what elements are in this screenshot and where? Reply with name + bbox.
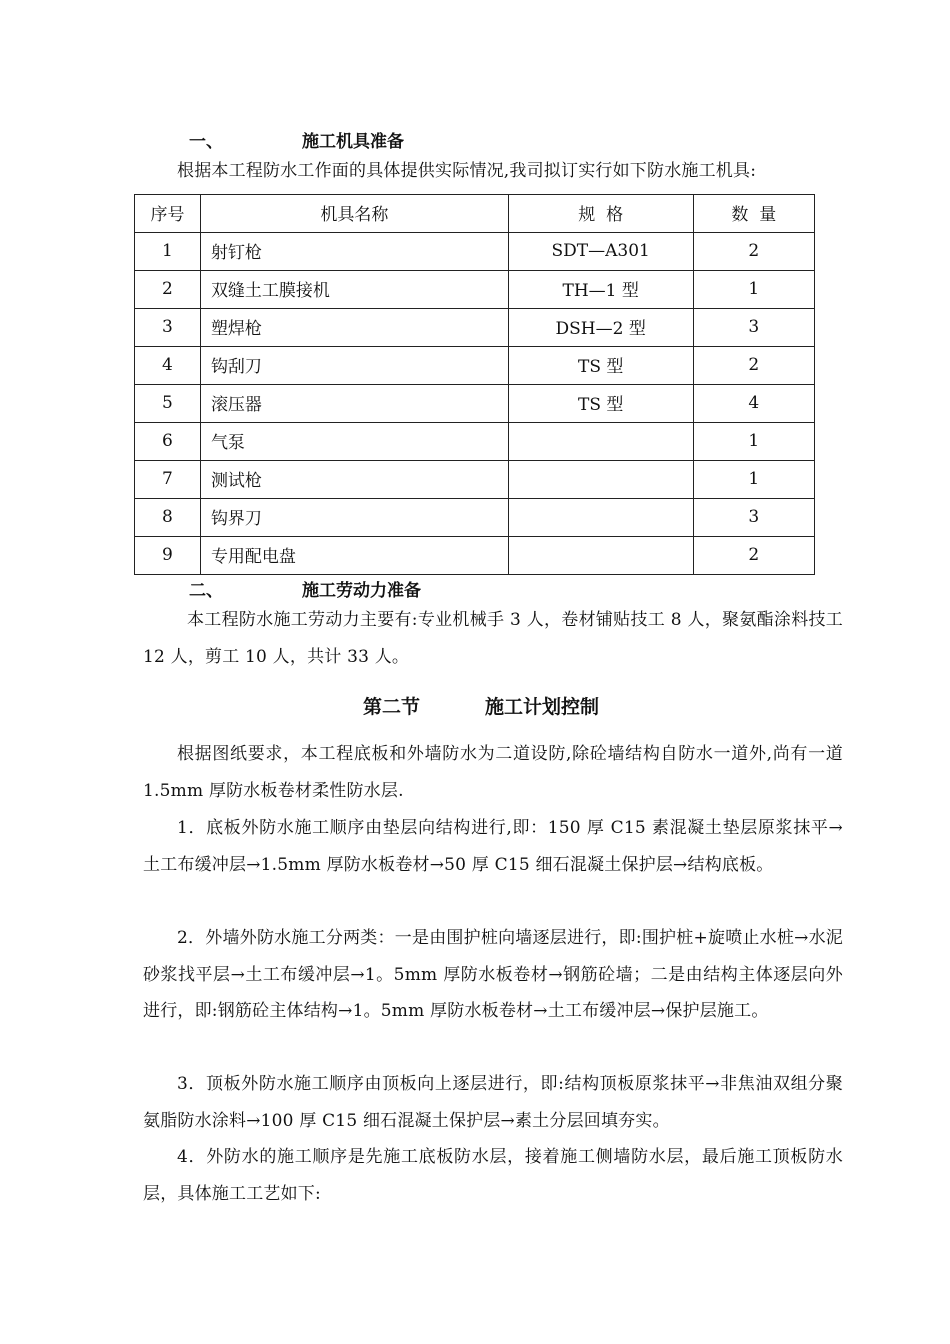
table-row bbox=[135, 423, 815, 461]
section1-title: 施工机具准备 bbox=[302, 132, 404, 152]
section1-intro: 根据本工程防水工作面的具体提供实际情况,我司拟订实行如下防水施工机具: bbox=[177, 161, 757, 181]
table-row bbox=[135, 385, 815, 423]
cell-no: 6 bbox=[135, 423, 201, 461]
cell-name: 射钉枪 bbox=[200, 233, 508, 271]
section2-body: 本工程防水施工劳动力主要有:专业机械手 3 人，卷材铺贴技工 8 人，聚氨酯涂料技工 12 人，剪工 10 人，共计 33 人。 bbox=[143, 610, 843, 667]
table-header-row bbox=[135, 195, 815, 233]
cell-no: 5 bbox=[135, 385, 201, 423]
cell-qty: 2 bbox=[693, 537, 814, 575]
header-no: 序号 bbox=[135, 195, 201, 233]
cell-qty: 4 bbox=[693, 385, 814, 423]
section1-number: 一、 bbox=[189, 132, 223, 152]
cell-qty: 1 bbox=[693, 461, 814, 499]
cell-qty: 3 bbox=[693, 499, 814, 537]
cell-name: 滚压器 bbox=[200, 385, 508, 423]
cell-name: 测试枪 bbox=[200, 461, 508, 499]
paragraph-3: 3．顶板外防水施工顺序由顶板向上逐层进行，即:结构顶板原浆抹平→非焦油双组分聚氨脂防水涂料→100 厚 C15 细石混凝土保护层→素土分层回填夯实。 bbox=[143, 1074, 843, 1131]
cell-name: 钩界刀 bbox=[200, 499, 508, 537]
cell-qty: 1 bbox=[693, 271, 814, 309]
equipment-table bbox=[134, 194, 815, 575]
equipment-table-body bbox=[135, 233, 815, 575]
cell-qty: 3 bbox=[693, 309, 814, 347]
paragraph-2: 2．外墙外防水施工分两类：一是由围护桩向墙逐层进行，即:围护桩+旋喷止水桩→水泥砂浆找平层→土工布缓冲层→1。5mm 厚防水板卷材→钢筋砼墙；二是由结构主体逐层向外进行，即:钢筋砼主体结构→1。5mm 厚防水板卷材→土工布缓冲层→保护层施工。 bbox=[143, 928, 843, 1021]
table-row bbox=[135, 347, 815, 385]
cell-qty: 2 bbox=[693, 233, 814, 271]
paragraph-intro: 根据图纸要求，本工程底板和外墙防水为二道设防,除砼墙结构自防水一道外,尚有一道 1.5mm 厚防水板卷材柔性防水层. bbox=[143, 744, 843, 801]
table-row bbox=[135, 309, 815, 347]
cell-spec bbox=[508, 499, 693, 537]
table-row bbox=[135, 537, 815, 575]
table-row bbox=[135, 271, 815, 309]
cell-name: 塑焊枪 bbox=[200, 309, 508, 347]
chapter-label: 第二节 bbox=[363, 696, 421, 718]
cell-no: 3 bbox=[135, 309, 201, 347]
section2-number: 二、 bbox=[189, 581, 223, 601]
cell-name: 专用配电盘 bbox=[200, 537, 508, 575]
paragraph-4: 4．外防水的施工顺序是先施工底板防水层，接着施工侧墙防水层，最后施工顶板防水层，具体施工工艺如下: bbox=[143, 1147, 843, 1204]
cell-name: 钩刮刀 bbox=[200, 347, 508, 385]
paragraph-1: 1．底板外防水施工顺序由垫层向结构进行,即：150 厚 C15 素混凝土垫层原浆抹平→土工布缓冲层→1.5mm 厚防水板卷材→50 厚 C15 细石混凝土保护层→结构底板。 bbox=[143, 818, 843, 875]
cell-spec: SDT—A301 bbox=[508, 233, 693, 271]
cell-no: 9 bbox=[135, 537, 201, 575]
cell-spec: TS 型 bbox=[508, 385, 693, 423]
table-row bbox=[135, 499, 815, 537]
cell-spec: TS 型 bbox=[508, 347, 693, 385]
section2-title: 施工劳动力准备 bbox=[302, 581, 421, 601]
table-row bbox=[135, 233, 815, 271]
cell-qty: 2 bbox=[693, 347, 814, 385]
header-spec: 规 格 bbox=[508, 195, 693, 233]
cell-no: 1 bbox=[135, 233, 201, 271]
header-name: 机具名称 bbox=[200, 195, 508, 233]
cell-spec: TH—1 型 bbox=[508, 271, 693, 309]
cell-name: 双缝土工膜接机 bbox=[200, 271, 508, 309]
header-qty: 数 量 bbox=[693, 195, 814, 233]
cell-spec: DSH—2 型 bbox=[508, 309, 693, 347]
cell-no: 2 bbox=[135, 271, 201, 309]
cell-spec bbox=[508, 461, 693, 499]
cell-no: 7 bbox=[135, 461, 201, 499]
table-row bbox=[135, 461, 815, 499]
cell-name: 气泵 bbox=[200, 423, 508, 461]
cell-spec bbox=[508, 537, 693, 575]
cell-spec bbox=[508, 423, 693, 461]
cell-qty: 1 bbox=[693, 423, 814, 461]
chapter-heading: 施工计划控制 bbox=[485, 696, 600, 718]
cell-no: 4 bbox=[135, 347, 201, 385]
cell-no: 8 bbox=[135, 499, 201, 537]
